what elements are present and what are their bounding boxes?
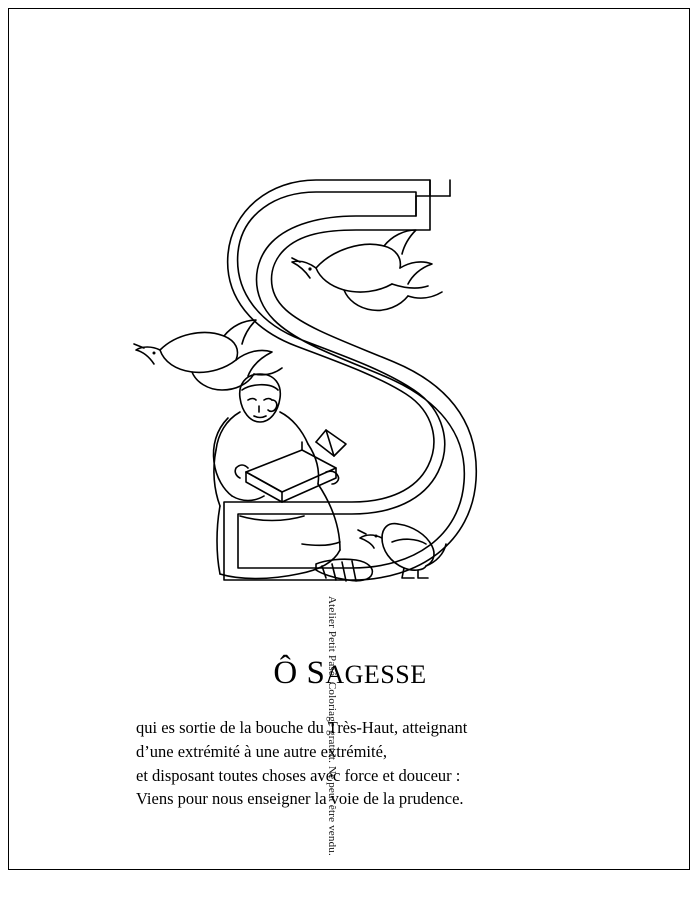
- letter-s-inner-line: [238, 192, 465, 568]
- dove-upper-left-icon: [134, 320, 282, 390]
- illustration-illuminated-letter: [120, 150, 520, 630]
- verse-line-4: Viens pour nous enseigner la voie de la prudence.: [136, 789, 464, 809]
- verse-line-2: d’une extrémité à une autre extrémité,: [136, 741, 388, 761]
- verse-line-3: et disposant toutes choses avec force et douceur :: [136, 765, 461, 785]
- page-title: [0, 655, 700, 692]
- title-rest: SAGESSE: [297, 655, 427, 691]
- verse-block: [136, 716, 596, 811]
- title-initial: Ô: [273, 655, 298, 691]
- credit-sidenote: Atelier Petit Pasé. Coloriage gratuit. Ne peut être vendu.: [326, 596, 338, 856]
- dove-lower-right-icon: [358, 524, 446, 578]
- verse-line-1: qui es sortie de la bouche du Très-Haut, atteignant: [136, 718, 468, 737]
- dove-upper-right-icon: [292, 230, 442, 310]
